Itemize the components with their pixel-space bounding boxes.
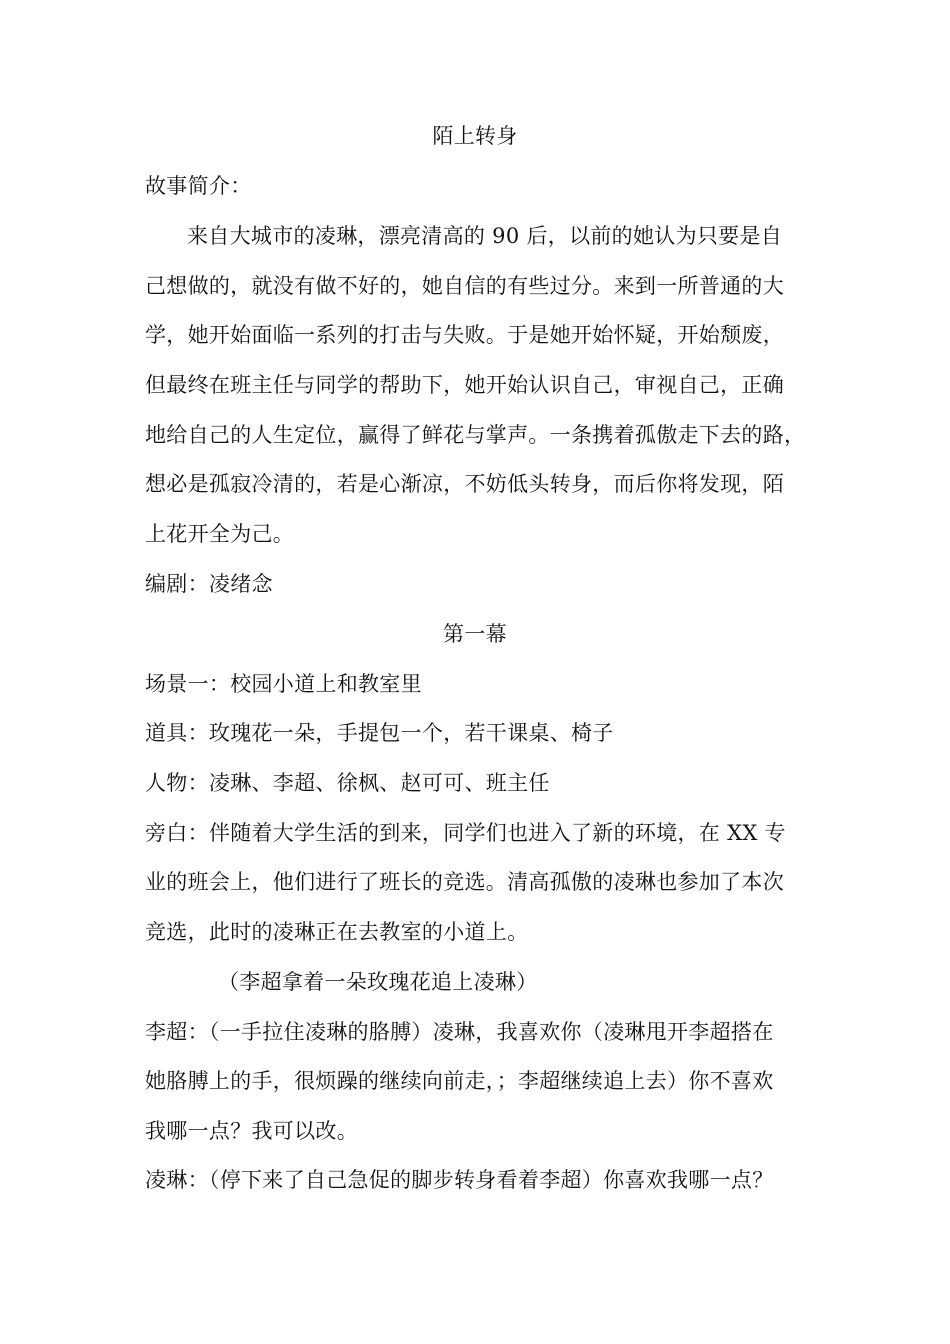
dialogue-line: 我哪一点？我可以改。 [145, 1119, 358, 1143]
narration-line: 竞选，此时的凌琳正在去教室的小道上。 [145, 920, 529, 944]
characters-line: 人物：凌琳、李超、徐枫、赵可可、班主任 [145, 771, 550, 795]
screenwriter-credit: 编剧：凌绪念 [145, 572, 273, 596]
scene-line: 场景一：校园小道上和教室里 [145, 672, 422, 696]
document-title: 陌上转身 [432, 124, 518, 148]
stage-direction: （李超拿着一朵玫瑰花追上凌琳） [218, 970, 538, 994]
intro-line: 己想做的，就没有做不好的，她自信的有些过分。来到一所普通的大 [145, 274, 784, 298]
dialogue-line: 她胳膊上的手，很烦躁的继续向前走，；李超继续追上去）你不喜欢 [145, 1069, 774, 1093]
intro-line: 上花开全为己。 [145, 522, 295, 546]
intro-line: 但最终在班主任与同学的帮助下，她开始认识自己，审视自己，正确 [145, 373, 784, 397]
intro-line: 学，她开始面临一系列的打击与失败。于是她开始怀疑，开始颓废， [145, 323, 784, 347]
narration-line: 旁白：伴随着大学生活的到来，同学们也进入了新的环境，在 XX 专 [145, 821, 786, 845]
intro-line: 想必是孤寂冷清的，若是心渐凉，不妨低头转身，而后你将发现，陌 [145, 472, 784, 496]
intro-line: 来自大城市的凌琳，漂亮清高的 90 后，以前的她认为只要是自 [187, 224, 783, 248]
dialogue-ling-lin: 凌琳：（停下来了自己急促的脚步转身看着李超）你喜欢我哪一点？ [145, 1168, 774, 1192]
intro-heading: 故事简介： [145, 174, 252, 198]
act-title: 第一幕 [443, 622, 507, 646]
intro-line: 地给自己的人生定位，赢得了鲜花与掌声。一条携着孤傲走下去的路， [145, 423, 806, 447]
props-line: 道具：玫瑰花一朵，手提包一个，若干课桌、椅子 [145, 721, 614, 745]
dialogue-line: 李超：（一手拉住凌琳的胳膊）凌琳，我喜欢你（凌琳甩开李超搭在 [145, 1020, 774, 1044]
narration-line: 业的班会上，他们进行了班长的竞选。清高孤傲的凌琳也参加了本次 [145, 870, 784, 894]
